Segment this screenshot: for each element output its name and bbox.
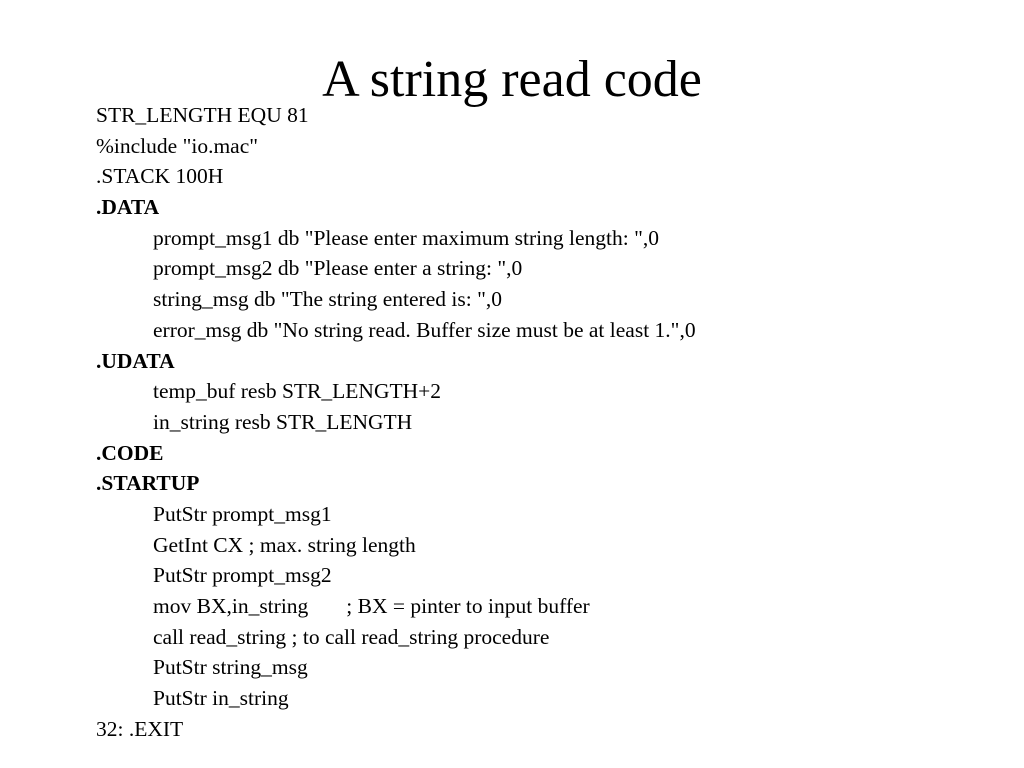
- slide-title: A string read code: [322, 51, 702, 108]
- code-section-code: .CODE: [96, 440, 164, 465]
- code-line-getint: GetInt CX ; max. string length: [153, 532, 416, 557]
- code-line-mov-bx: [96, 591, 996, 622]
- code-line-prompt-msg2: prompt_msg2 db "Please enter a string: ",0: [153, 256, 523, 281]
- code-section-startup: .STARTUP: [96, 471, 200, 496]
- code-line-in-string: in_string resb STR_LENGTH: [153, 409, 413, 434]
- code-line-putstr-string-msg: PutStr string_msg: [153, 655, 308, 680]
- code-line-str-length: STR_LENGTH EQU 81: [96, 103, 309, 127]
- code-listing: [96, 100, 996, 744]
- code-line-putstr-in-string: PutStr in_string: [153, 686, 289, 711]
- code-line-string-msg: string_msg db "The string entered is: ",0: [153, 287, 502, 312]
- code-line-call-read-string: call read_string ; to call read_string procedure: [153, 624, 550, 649]
- code-section-udata: .UDATA: [96, 348, 175, 373]
- code-comment-bx: ; BX = pinter to input buffer: [346, 594, 590, 618]
- code-line-putstr-prompt1: PutStr prompt_msg1: [153, 501, 332, 526]
- code-line-include: %include "io.mac": [96, 133, 259, 158]
- code-line-error-msg: error_msg db "No string read. Buffer size must be at least 1.",0: [153, 317, 696, 342]
- code-line-temp-buf: temp_buf resb STR_LENGTH+2: [153, 379, 442, 404]
- code-line-putstr-prompt2: PutStr prompt_msg2: [153, 563, 332, 588]
- code-line-exit: 32: .EXIT: [96, 716, 184, 741]
- code-line-stack: .STACK 100H: [96, 164, 224, 189]
- code-instruction-mov: mov BX,in_string: [153, 594, 309, 618]
- code-section-data: .DATA: [96, 195, 160, 220]
- code-line-prompt-msg1: prompt_msg1 db "Please enter maximum string length: ",0: [153, 225, 660, 250]
